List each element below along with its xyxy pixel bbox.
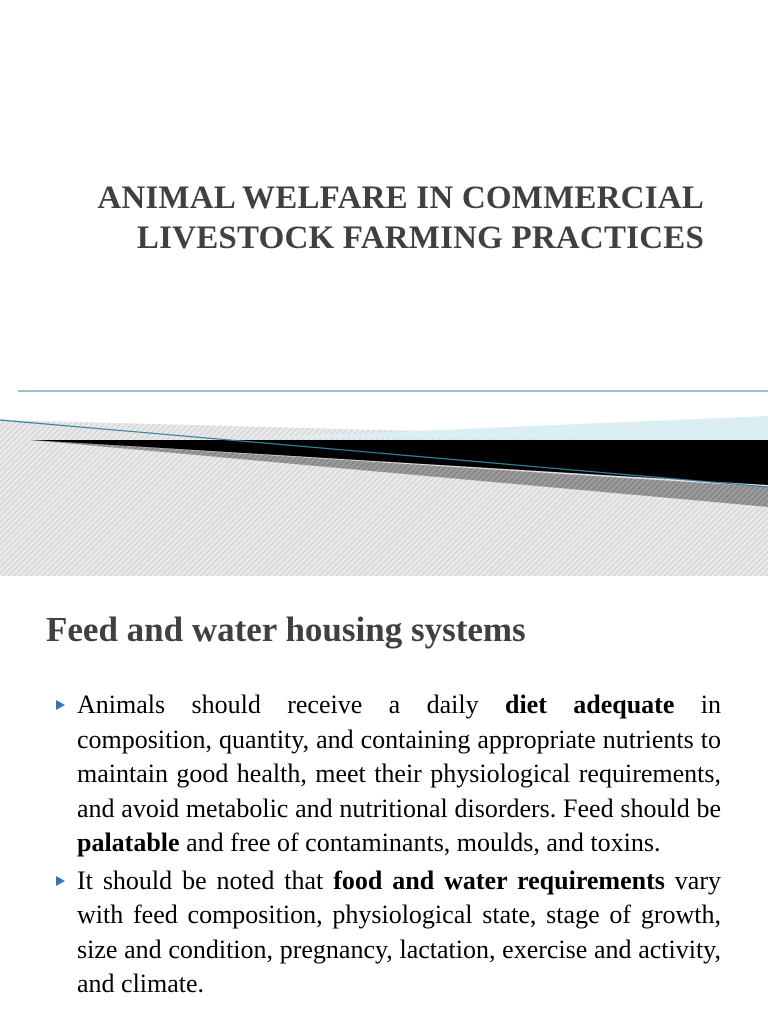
- bullet-item: [56, 688, 721, 861]
- bullet-text: Animals should receive a daily diet adequate in composition, quantity, and containing appropriate nutrients to maintain good health, meet their physiological requirements, and avoid metabolic and nutritional disorders. Feed should be palatable and free of contaminants, moulds, and toxins.: [77, 690, 721, 857]
- bullet-text: It should be noted that food and water requirements vary with feed composition, physiological state, stage of growth, size and condition, pregnancy, lactation, exercise and activity, and climate.: [77, 865, 722, 998]
- slide-title-line-2: LIVESTOCK FARMING PRACTICES: [136, 220, 704, 256]
- decorative-bands: [0, 380, 768, 576]
- section-heading: Feed and water housing systems: [46, 610, 526, 649]
- slide-title: [60, 178, 704, 258]
- light-blue-band: [250, 416, 768, 440]
- bullet-arrow-icon: [56, 876, 65, 886]
- bullet-list: [56, 688, 721, 1005]
- bullet-arrow-icon: [56, 700, 65, 710]
- content-slide: [0, 576, 768, 1024]
- slide-title-line-1: ANIMAL WELFARE IN COMMERCIAL: [97, 180, 704, 216]
- bullet-item: [56, 864, 721, 1002]
